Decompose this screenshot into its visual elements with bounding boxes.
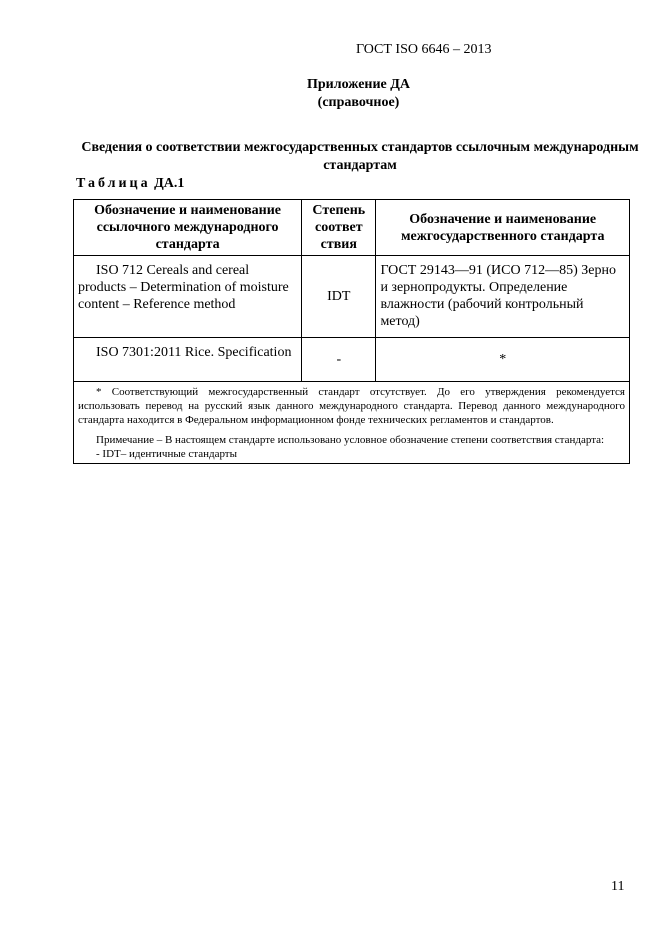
table-header-row [74, 200, 630, 256]
table-row [74, 256, 630, 338]
appendix-heading [28, 76, 661, 112]
header-degree-of-correspondence: Степень соответ ствия [302, 200, 376, 256]
page-number: 11 [611, 879, 625, 894]
section-title: Сведения о соответствии межгосударственных стандартов ссылочным международным стандартам [81, 140, 639, 173]
table-footnote-row [74, 382, 630, 464]
table-caption-word: Таблица [76, 176, 151, 191]
header-international-standard: Обозначение и наименование ссылочного международного стандарта [74, 200, 302, 256]
table-note: Примечание – В настоящем стандарте использовано условное обозначение степени соответствия стандарта: [96, 434, 605, 446]
table-note-item: - IDT– идентичные стандарты [96, 448, 238, 460]
cell-international-standard: ISO 712 Cereals and cereal products – Determination of moisture content – Reference method [74, 256, 302, 338]
cell-degree: - [302, 338, 376, 382]
document-standard-code: ГОСТ ISO 6646 – 2013 [356, 42, 492, 57]
cell-international-standard: ISO 7301:2011 Rice. Specification [74, 338, 302, 382]
correspondence-table [73, 199, 630, 464]
table-caption [76, 176, 184, 192]
table-caption-number: ДА.1 [154, 176, 185, 191]
cell-degree: IDT [302, 256, 376, 338]
table-footnote-cell [74, 382, 630, 464]
header-interstate-standard: Обозначение и наименование межгосударственного стандарта [376, 200, 630, 256]
cell-interstate-standard: * [376, 338, 630, 382]
appendix-title: Приложение ДА [306, 77, 411, 92]
table-footnote: * Соответствующий межгосударственный стандарт отсутствует. До его утверждения рекомендуется использовать перевод на русский язык данного международного стандарта. Перевод данного международного стандарта находится в Федеральном информационном фонде технических регламентов и стандартов. [78, 386, 625, 426]
cell-interstate-standard: ГОСТ 29143—91 (ИСО 712—85) Зерно и зернопродукты. Определение влажности (рабочий контрольный метод) [376, 256, 630, 338]
appendix-subtitle: (справочное) [317, 95, 400, 110]
table-row [74, 338, 630, 382]
